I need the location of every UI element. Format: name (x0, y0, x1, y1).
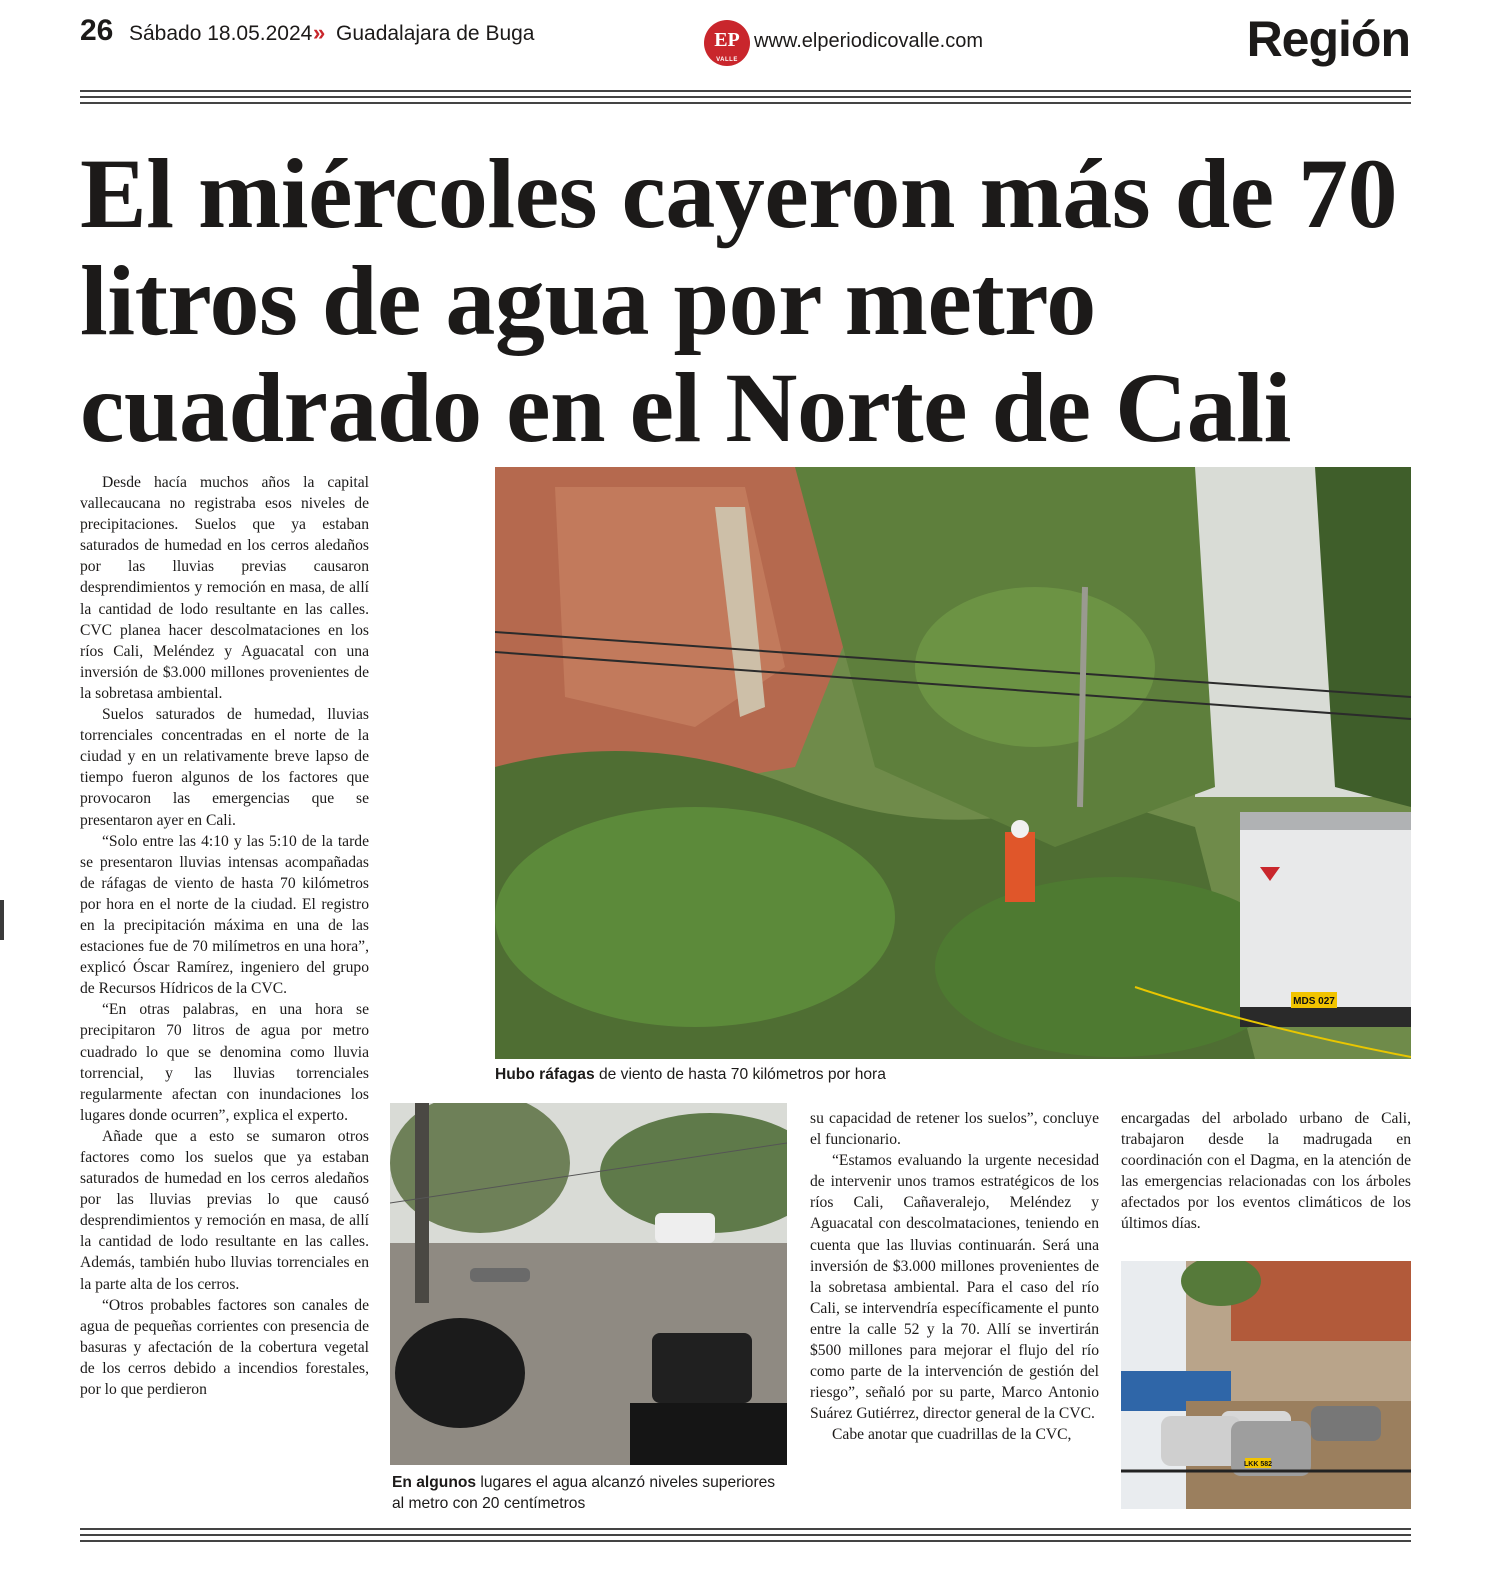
newspaper-logo (704, 20, 750, 66)
flood-photo-caption (392, 1472, 787, 1514)
paragraph: Desde hacía muchos años la capital vallecaucana no registraba esos niveles de precipitaciones. Suelos que ya estaban saturados de humedad en los cerros aledaños por las lluvias previas causaron desprendimientos y remoción en masa, de allí la cantidad de lodo resultante en las calles. CVC planea hacer descolmataciones en los ríos Cali, Meléndez y Aguacatal con una inversión de $3.000 millones provenientes de la sobretasa ambiental. (80, 474, 369, 702)
paragraph: “Solo entre las 4:10 y las 5:10 de la tarde se presentaron lluvias intensas acompañadas de ráfagas de viento de hasta 70 kilómetros por hora en el norte de la ciudad. El registro en la precipitación máxima en una de las estaciones fue de 70 milímetros en una hora”, explicó Óscar Ramírez, ingeniero del grupo de Recursos Hídricos de la CVC. (80, 832, 369, 998)
article-column-3 (810, 1108, 1099, 1446)
header-rule-bottom (80, 102, 1411, 104)
edition-city: Guadalajara de Buga (336, 22, 535, 45)
headline: El miércoles cayeron más de 70 litros de agua por metro cuadrado en el Norte de Cali (80, 138, 1398, 463)
caption-lead: Hubo ráfagas (495, 1066, 595, 1083)
caption-text: de viento de hasta 70 kilómetros por hora (594, 1066, 886, 1083)
article-column-4 (1121, 1108, 1411, 1235)
logo-subtitle: VALLE (716, 57, 738, 63)
truck-plate-text: MDS 027 (1293, 996, 1335, 1007)
paragraph: “Otros probables factores son canales de agua de pequeñas corrientes con presencia de basuras y afectación de la cobertura vegetal de los cerros debido a incendios forestales, por lo que perdieron (80, 1296, 369, 1399)
footer-rule-bottom (80, 1540, 1411, 1542)
paragraph: Añade que a esto se sumaron otros factores como los suelos que ya estaban saturados de humedad en los cerros aledaños por las lluvias previas lo que causó desprendimientos y remoción en masa, de allí la cantidad de lodo resultante en las calles. Además, también hubo lluvias torrenciales en la parte alta de los cerros. (80, 1127, 369, 1293)
header-rule-mid (80, 96, 1411, 98)
paragraph: “En otras palabras, en una hora se precipitaron 70 litros de agua por metro cuadrado lo que se denomina como lluvia torrencial, y las lluvias torrenciales regularmente afectan con inundaciones los lugares donde ocurren”, explica el experto. (80, 1001, 369, 1124)
paragraph: Suelos saturados de humedad, lluvias torrenciales concentradas en el norte de la ciudad y en un relativamente breve lapso de tiempo fueron algunos de los factores que provocaron las emergencias que se presentaron ayer en Cali. (80, 706, 369, 829)
paragraph: su capacidad de retener los suelos”, concluye el funcionario. (810, 1110, 1099, 1149)
car-plate-text: LKK 582 (1243, 1461, 1273, 1468)
margin-mark (0, 900, 4, 940)
page-number: 26 (80, 14, 114, 47)
main-photo-caption (495, 1064, 1411, 1085)
section-title: Región (1246, 11, 1410, 67)
landslide-photo (495, 467, 1411, 1059)
caption-text: lugares el agua alcanzó niveles superiores al metro con 20 centímetros (392, 1474, 776, 1512)
flooded-parking-photo (1121, 1261, 1411, 1509)
logo-initials: EP (714, 29, 740, 51)
footer-rule-mid (80, 1534, 1411, 1536)
footer-rule-top (80, 1528, 1411, 1530)
paragraph: Cabe anotar que cuadrillas de la CVC, (832, 1426, 1072, 1444)
chevron-separator-icon: » (313, 20, 322, 45)
paragraph: encargadas del arbolado urbano de Cali, trabajaron desde la madrugada en coordinación con el Dagma, en la atención de las emergencias relacionadas con los árboles afectados por los eventos climáticos de los últimos días. (1121, 1110, 1411, 1233)
article-column-1 (80, 472, 369, 1400)
flooded-street-photo (390, 1103, 787, 1465)
paragraph: “Estamos evaluando la urgente necesidad de intervenir unos tramos estratégicos de los ríos Cali, Cañaveralejo, Meléndez y Aguacatal con descolmataciones, teniendo en cuenta que las lluvias continuarán. Será una inversión de $3.000 millones provenientes de la sobretasa ambiental. Para el caso del río Cali, se intervendría específicamente el punto entre la calle 52 y la 70. Allí se invertirán $500 millones para mejorar el flujo del río como parte de la intervención de gestión del riesgo”, señaló por su parte, Marco Antonio Suárez Gutiérrez, director general de la CVC. (810, 1152, 1099, 1423)
website-url[interactable]: www.elperiodicovalle.com (754, 30, 983, 52)
caption-lead: En algunos (392, 1474, 477, 1491)
header-rule-top (80, 90, 1411, 92)
issue-date: Sábado 18.05.2024 (129, 22, 313, 45)
